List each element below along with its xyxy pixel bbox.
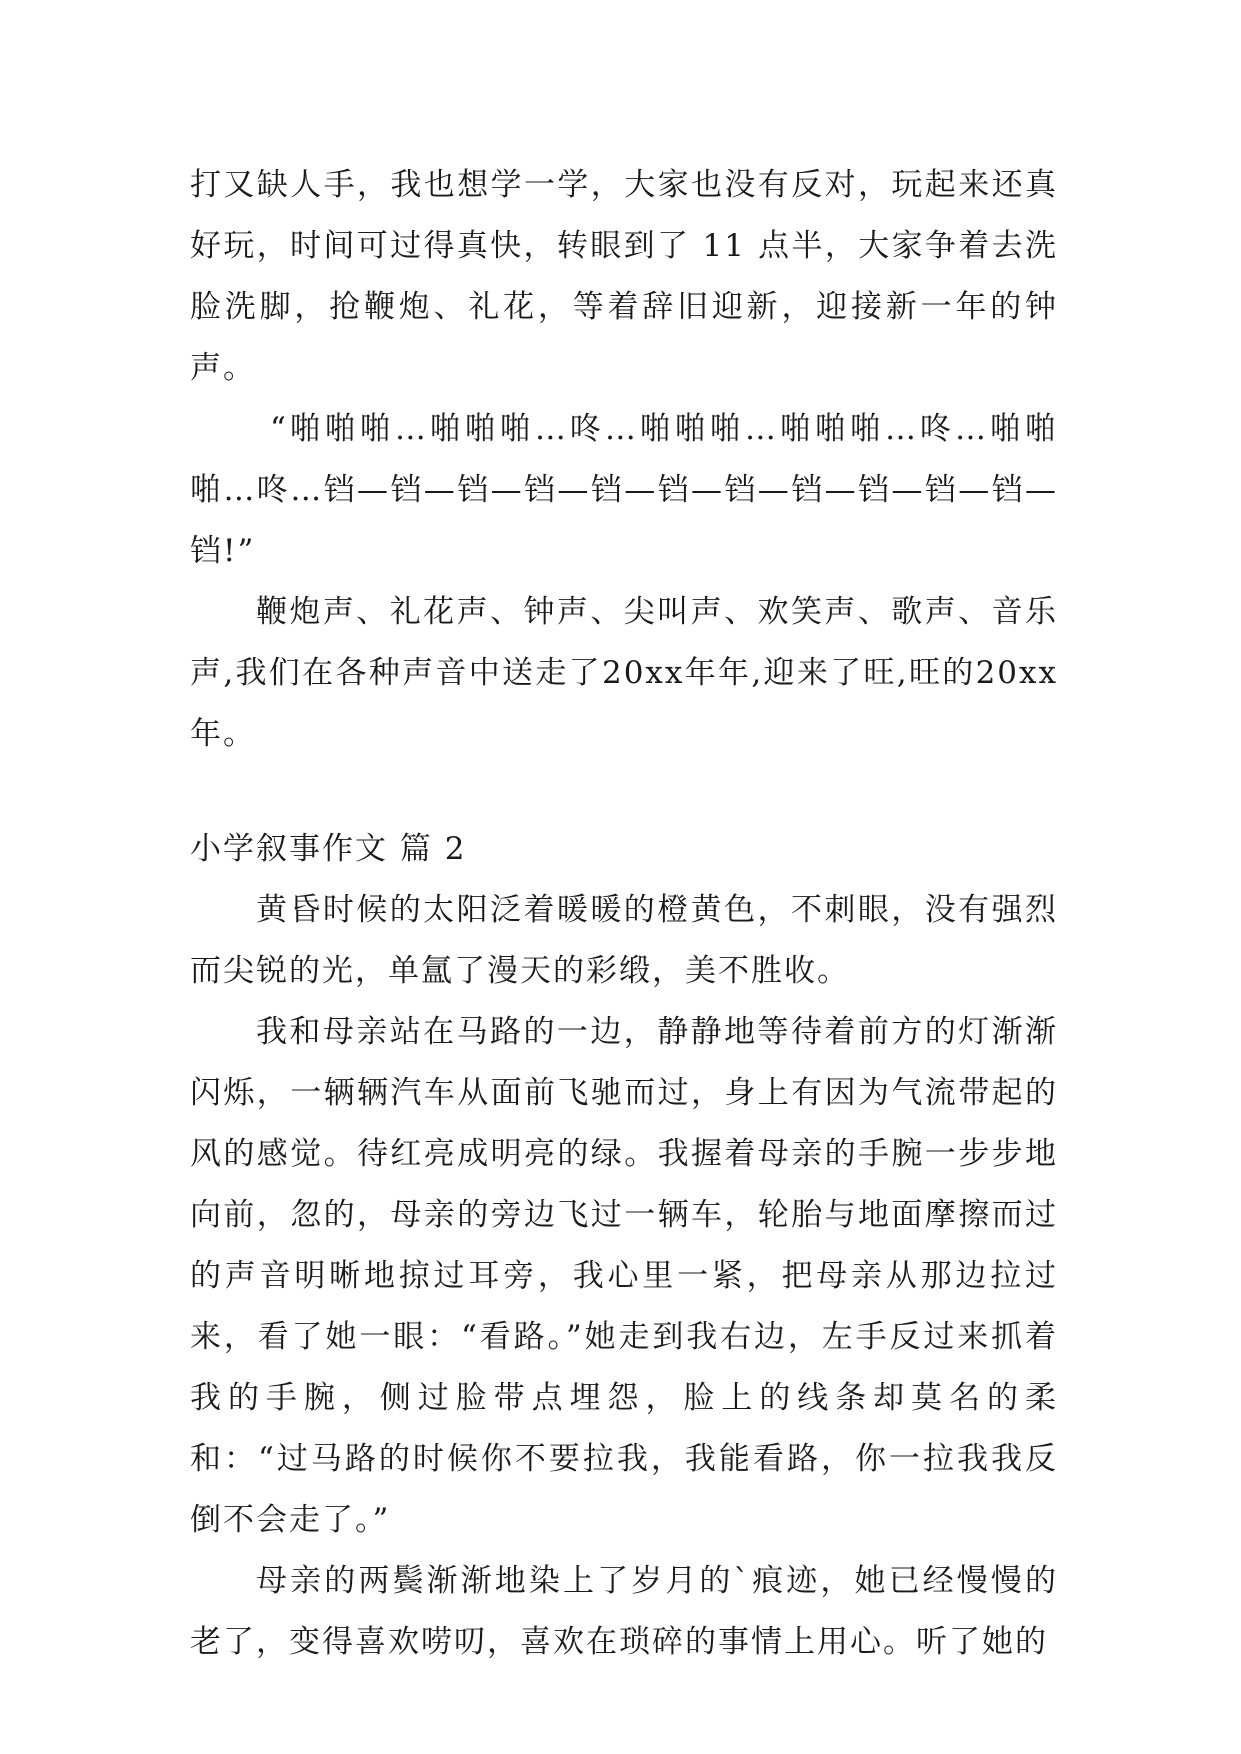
section-title: 小学叙事作文 篇 2 (190, 831, 467, 867)
paragraph-continuation: 打又缺人手，我也想学一学，大家也没有反对，玩起来还真好玩，时间可过得真快，转眼到了 11 点半，大家争着去洗脸洗脚，抢鞭炮、礼花，等着辞旧迎新，迎接新一年的钟声。 (190, 167, 1058, 386)
paragraph-firecracker-sounds: “啪啪啪…啪啪啪…咚…啪啪啪…啪啪啪…咚…啪啪啪…咚…铛—铛—铛—铛—铛—铛—铛—铛—铛—铛—铛—铛!” (190, 411, 1058, 569)
paragraph-new-year: 鞭炮声、礼花声、钟声、尖叫声、欢笑声、歌声、音乐声,我们在各种声音中送走了20xx年年,迎来了旺,旺的20xx年。 (190, 594, 1058, 752)
paragraph-mother-aging: 母亲的两鬓渐渐地染上了岁月的`痕迹，她已经慢慢的老了，变得喜欢唠叨，喜欢在琐碎的事情上用心。听了她的 (190, 1563, 1058, 1660)
document-body (190, 155, 1058, 1673)
section-spacer (190, 765, 1058, 819)
paragraph-sunset: 黄昏时候的太阳泛着暖暖的橙黄色，不刺眼，没有强烈而尖锐的光，单氲了漫天的彩缎，美不胜收。 (190, 892, 1058, 989)
paragraph-crossing-road: 我和母亲站在马路的一边，静静地等待着前方的灯渐渐闪烁，一辆辆汽车从面前飞驰而过，身上有因为气流带起的风的感觉。待红亮成明亮的绿。我握着母亲的手腕一步步地向前，忽的，母亲的旁边飞过一辆车，轮胎与地面摩擦而过的声音明晰地掠过耳旁，我心里一紧，把母亲从那边拉过来，看了她一眼：“看路。”她走到我右边，左手反过来抓着我的手腕，侧过脸带点埋怨，脸上的线条却莫名的柔和：“过马路的时候你不要拉我，我能看路，你一拉我我反倒不会走了。” (190, 1014, 1058, 1538)
